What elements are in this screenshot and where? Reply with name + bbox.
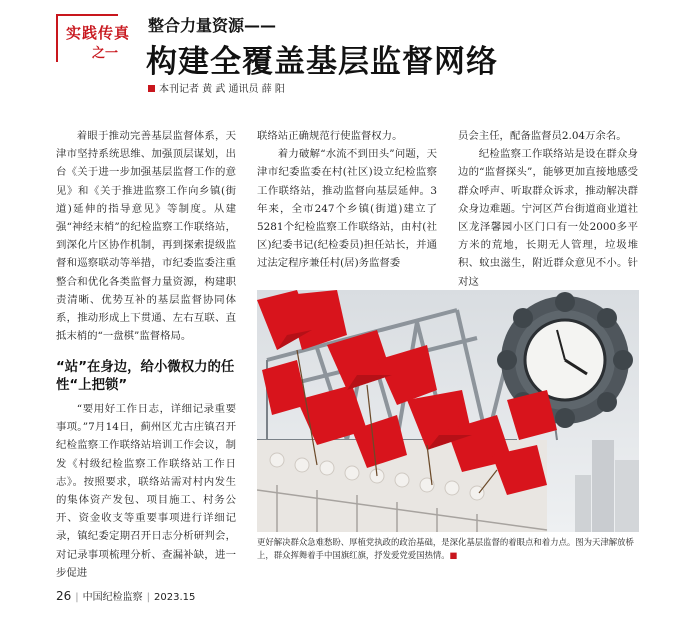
column-badge bbox=[56, 14, 138, 64]
kicker-title: 整合力量资源—— bbox=[148, 16, 277, 35]
paragraph-probe: 纪检监察工作联络站是设在群众身边的“监督探头”，能够更加直接地感受群众呼声、听取群众诉求，推动解决群众身边难题。宁河区芦台街道商业道社区龙泽馨园小区门口有一处2000多平方米的荒地，长期无人管理，垃圾堆积、蚊虫滋生，附近群众意见不小。针对这 bbox=[458, 148, 638, 288]
issue-number: 2023.15 bbox=[154, 592, 196, 603]
paragraph-continued: 联络站正确规范行使监督权力。 bbox=[257, 130, 403, 142]
magazine-name: 中国纪检监察 bbox=[82, 592, 143, 603]
byline bbox=[148, 80, 285, 95]
byline-text: 本刊记者 黄 武 通讯员 薛 阳 bbox=[159, 84, 285, 95]
footer-separator: | bbox=[75, 592, 79, 603]
badge-line2: 之一 bbox=[92, 46, 119, 61]
paragraph-intro: 着眼于推动完善基层监督体系，天津市坚持系统思维、加强顶层谋划，出台《关于进一步加强基层监督工作的意见》和《关于推进监察工作向乡镇(街道)延伸的指导意见》等制度。从建强“神经末梢”的纪检监察工作联络站，到深化片区协作机制，再到探索提级监督和巡察联动等举措，市纪委监委注重整合和优化各类监督力量资源，构建职责清晰、优势互补的基层监督协同体系，推动形成上下贯通、左右互联、直抵末梢的“一盘棋”监督格局。 bbox=[56, 130, 236, 343]
photo-caption bbox=[257, 536, 641, 561]
page-footer bbox=[56, 588, 195, 603]
page-number: 26 bbox=[56, 589, 72, 603]
caption-end-mark: ■ bbox=[449, 549, 458, 560]
paragraph-continued-2: 员会主任，配备监督员2.04万余名。 bbox=[458, 130, 627, 142]
article-photo bbox=[257, 290, 639, 532]
badge-line1: 实践传真 bbox=[66, 24, 131, 42]
caption-text: 更好解决群众急难愁盼、厚植党执政的政治基础，是深化基层监督的着眼点和着力点。图为天津解放桥上，群众挥舞着手中国旗红旗，抒发爱党爱国热情。 bbox=[257, 537, 634, 560]
article-column-2 bbox=[257, 127, 437, 273]
byline-marker-icon bbox=[148, 85, 155, 92]
article-column-3 bbox=[458, 127, 638, 291]
paragraph-station: 着力破解“水流不到田头”问题，天津市纪委监委在村(社区)设立纪检监察工作联络站，推动监督向基层延伸。3年来，全市247个乡镇(街道)建立了5281个纪检监察工作联络站，由村(社区)纪委书记(纪检委员)担任站长，并通过法定程序兼任村(居)务监督委 bbox=[257, 148, 437, 270]
footer-separator-2: | bbox=[146, 592, 151, 603]
section-subhead: “站”在身边，给小微权力的任性“上把锁” bbox=[56, 360, 235, 393]
bridge-crowd-illustration bbox=[257, 290, 639, 532]
headline: 构建全覆盖基层监督网络 bbox=[146, 44, 498, 80]
article-column-1-lower bbox=[56, 400, 236, 582]
paragraph-case: “要用好工作日志，详细记录重要事项。”7月14日，蓟州区尤古庄镇召开纪检监察工作联络站培训工作会议，制发《村级纪检监察工作联络站工作日志》。按照要求，联络站需对村内发生的集体资产发包、项目施工、村务公开、资金收支等重要事项进行详细记录，镇纪委定期召开日志分析研判会，对记录事项梳理分析、查漏补缺，进一步促进 bbox=[56, 403, 236, 579]
article-column-1 bbox=[56, 127, 236, 345]
